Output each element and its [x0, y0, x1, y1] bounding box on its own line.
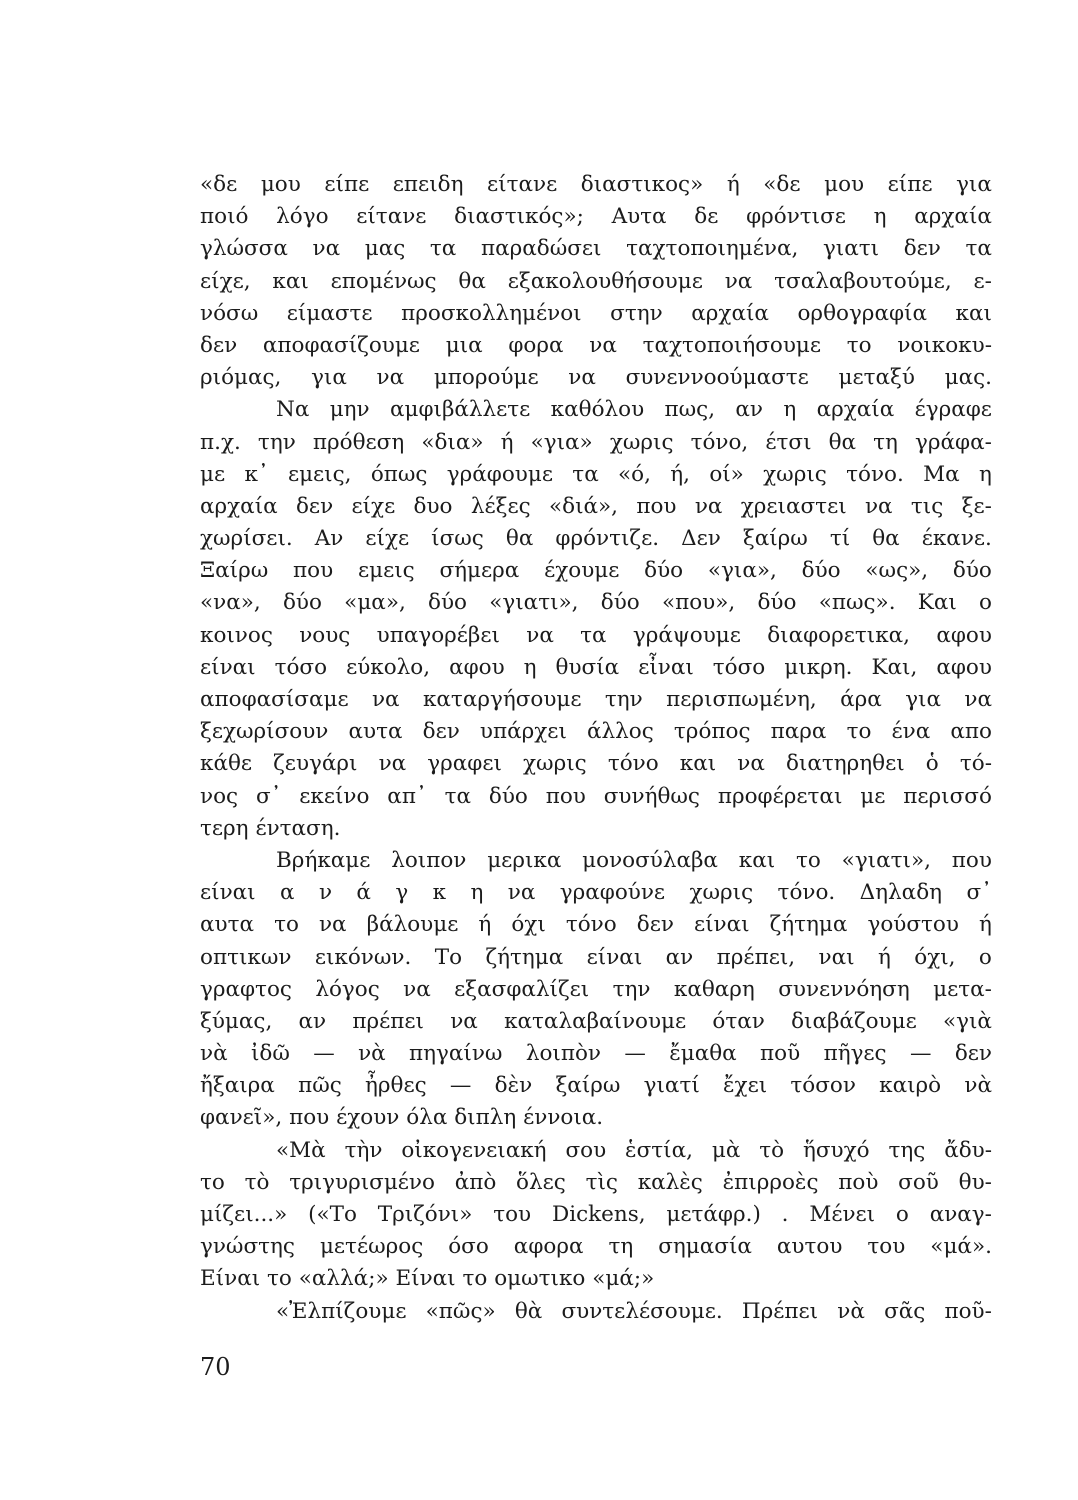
text-line: νος σ᾽ εκείνο απ᾽ τα δύο που συνήθως προφέρεται με περισσό: [200, 783, 992, 809]
text-line: γραφτος λόγος να εξασφαλίζει την καθαρη συνεννόηση μετα-: [200, 976, 992, 1002]
text-line: Βρήκαμε λοιπον μερικα μονοσύλαβα και το «γιατι», που: [276, 847, 992, 873]
text-line: οπτικων εικόνων. Το ζήτημα είναι αν πρέπει, ναι ή όχι, ο: [200, 944, 992, 970]
text-line: «να», δύο «μα», δύο «γιατι», δύο «που», δύο «πως». Και ο: [200, 590, 992, 616]
text-line: ἤξαιρα πῶς ἦρθες — δὲν ξαίρω γιατί ἔχει τόσον καιρὸ νὰ: [200, 1073, 992, 1099]
text-line: ριόμας, για να μπορούμε να συνεννοούμαστε μεταξύ μας.: [200, 365, 992, 391]
text-line: χωρίσει. Αν είχε ίσως θα φρόντιζε. Δεν ξαίρω τί θα έκανε.: [200, 526, 992, 552]
text-line: Ξαίρω που εμεις σήμερα έχουμε δύο «για», δύο «ως», δύο: [200, 558, 992, 584]
text-line: αρχαία δεν είχε δυο λέξες «διά», που να χρειαστει να τις ξε-: [200, 493, 992, 519]
text-line: κοινος νους υπαγορέβει να τα γράψουμε διαφορετικα, αφου: [200, 622, 992, 648]
page-number: 70: [200, 1353, 231, 1381]
text-line: φανεῖ», που έχουν όλα διπλη έννοια.: [200, 1105, 604, 1131]
text-line: με κ᾽ εμεις, όπως γράφουμε τα «ό, ή, οί» χωρις τόνο. Μα η: [200, 461, 992, 487]
text-line: «Ἐλπίζουμε «πῶς» θὰ συντελέσουμε. Πρέπει νὰ σᾶς ποῦ-: [276, 1298, 992, 1324]
text-line: νὰ ἰδῶ — νὰ πηγαίνω λοιπὸν — ἔμαθα ποῦ πῆγες — δεν: [200, 1041, 992, 1067]
text-line: ποιό λόγο είτανε διαστικός»; Αυτα δε φρόντισε η αρχαία: [200, 204, 992, 230]
text-line: μίζει...» («Το Τριζόνι» του Dickens, μετάφρ.) . Μένει ο αναγ-: [200, 1202, 992, 1227]
text-line: είχε, και επομένως θα εξακολουθήσουμε να τσαλαβουτούμε, ε-: [200, 268, 992, 294]
text-line: «Μὰ τὴν οἰκογενειακή σου ἑστία, μὰ τὸ ἥσυχό της ἄδυ-: [276, 1137, 992, 1163]
text-line: το τὸ τριγυρισμένο ἀπὸ ὅλες τὶς καλὲς ἐπιρροὲς ποὺ σοῦ θυ-: [200, 1169, 992, 1195]
text-line: αποφασίσαμε να καταργήσουμε την περισπωμένη, άρα για να: [200, 687, 992, 712]
text-line: είναι α ν ά γ κ η να γραφούνε χωρις τόνο. Δηλαδη σ᾽: [200, 880, 992, 906]
text-line: «δε μου είπε επειδη είτανε διαστικος» ή «δε μου είπε για: [200, 172, 992, 197]
text-line: π.χ. την πρόθεση «δια» ή «για» χωρις τόνο, έτσι θα τη γράφα-: [200, 429, 992, 455]
text-line: ξύμας, αν πρέπει να καταλαβαίνουμε όταν διαβάζουμε «γιὰ: [200, 1008, 992, 1034]
text-line: δεν αποφασίζουμε μια φορα να ταχτοποιήσουμε το νοικοκυ-: [200, 332, 992, 358]
text-line: είναι τόσο εύκολο, αφου η θυσία εἶναι τόσο μικρη. Και, αφου: [200, 654, 992, 680]
text-line: αυτα το να βάλουμε ή όχι τόνο δεν είναι ζήτημα γούστου ή: [200, 912, 992, 938]
text-line: τερη ένταση.: [200, 815, 341, 841]
text-line: γνώστης μετέωρος όσο αφορα τη σημασία αυτου του «μά».: [200, 1234, 992, 1260]
body-text: [200, 169, 992, 1328]
text-line: ξεχωρίσουν αυτα δεν υπάρχει άλλος τρόπος παρα το ένα απο: [200, 719, 992, 745]
text-line: Είναι το «αλλά;» Είναι το ομωτικο «μά;»: [200, 1266, 655, 1292]
text-line: γλώσσα να μας τα παραδώσει ταχτοποιημένα, γιατι δεν τα: [200, 236, 992, 262]
text-line: νόσω είμαστε προσκολλημένοι στην αρχαία ορθογραφία και: [200, 300, 992, 326]
text-line: Να μην αμφιβάλλετε καθόλου πως, αν η αρχαία έγραφε: [276, 397, 992, 423]
text-line: κάθε ζευγάρι να γραφει χωρις τόνο και να διατηρηθει ὁ τό-: [200, 751, 992, 777]
